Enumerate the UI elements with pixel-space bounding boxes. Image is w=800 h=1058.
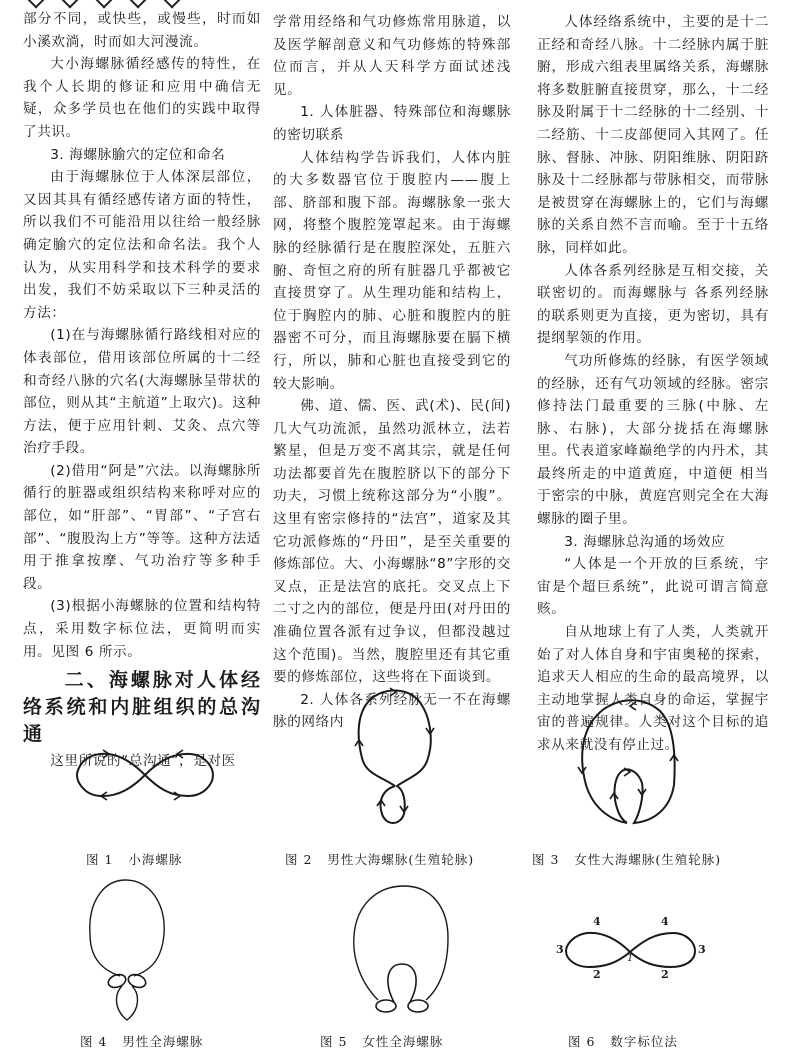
figure-6-numeric-position-method — [555, 915, 705, 985]
text-column-1 — [23, 8, 261, 773]
paragraph: 学常用经络和气功修炼常用脉道，以及医学解剖意义和气功修炼的特殊部位而言，并从人天科学方面试述浅见。 — [273, 14, 511, 98]
figure-3-female-great-conch-meridian — [574, 695, 684, 830]
paragraph: 人体结构学告诉我们，人体内脏的大多数器官位于腹腔内——腹上部、脐部和腹下部。海螺脉象一张大网，将整个腹腔笼罩起来。由于海螺脉的经脉循行是在腹腔深处，五脏六腑、奇恒之府的所有脏器几乎都被它直接贯穿了。从生理功能和结构上，位于胸腔内的肺、心脏和腹腔内的脏器密不可分，而且海螺脉要在膈下横行，所以，肺和心脏也直接受到它的较大影响。 — [273, 149, 511, 392]
figure-2-male-great-conch-meridian — [350, 684, 440, 834]
position-label-3-right: 3 — [698, 943, 706, 956]
paragraph: 自从地球上有了人类，人类就开始了对人体自身和宇宙奥秘的探索，追求天人相应的生命的最高境界，以主动地掌握人类自身的命运，掌握宇宙的普遍规律。人类对这个目标的追求从来就没有停止过。 — [537, 624, 769, 753]
figure-4-male-full-conch-meridian — [82, 874, 172, 1024]
figure-1-small-conch-meridian — [70, 740, 220, 810]
figure-6-caption: 图 6 数字标位法 — [568, 1034, 678, 1049]
figure-5-caption: 图 5 女性全海螺脉 — [320, 1034, 444, 1049]
position-label-1-center: 1 — [627, 953, 634, 964]
paragraph: 由于海螺脉位于人体深层部位，又因其具有循经感传诸方面的特性，所以我们不可能沿用以往给一般经脉确定腧穴的定位法和命名法。我个人认为，从实用科学和技术科学的要求出发，我们不妨采取以下三种灵活的方法： — [23, 169, 261, 321]
subheading: 1. 人体脏器、特殊部位和海螺脉的密切联系 — [273, 104, 511, 143]
subheading: 2. 人体各系列经脉无一不在海螺脉的网络内 — [273, 691, 511, 731]
position-label-2-right: 2 — [661, 968, 669, 981]
paragraph: 佛、道、儒、医、武(术)、民(间)几大气功流派，虽然功派林立，法若繁星，但是万变不离其宗，就是任何功法都要首先在腹腔脐以下的部分下功夫，习惯上统称这部分为“小腹”。这里有密宗修持的“法宫”，道家及其它功派修炼的“丹田”，是至关重要的修炼部位。大、小海螺脉“8”字形的交叉点，正是法宫的底托。交叉点上下二寸之内的部位，便是丹田(对丹田的准确位置各派有过争议，但都没越过这个范围)。当然，腹腔里还有其它重要的修炼部位，这些将在下面谈到。 — [273, 398, 511, 686]
section-heading: 二、海螺脉对人体经络系统和内脏组织的总沟通 — [23, 669, 261, 746]
paragraph: 人体各系列经脉是互相交接，关联密切的。而海螺脉与 各系列经脉的联系则更为直接，更为密切，具有提纲挈领的作用。 — [537, 262, 769, 347]
paragraph: (3)根据小海螺脉的位置和结构特点，采用数字标位法，更简明而实用。见图 6 所示。 — [23, 598, 261, 660]
position-label-3-left: 3 — [556, 943, 564, 956]
paragraph: 气功所修炼的经脉，有医学领域的经脉，还有气功领域的经脉。密宗修持法门最重要的三脉(中脉、左脉、右脉)，大部分拢括在海螺脉里。代表道家峰巅绝学的内丹术，其最终所走的中道黄庭，中道便 相当于密宗的中脉，黄庭宫则完全在大海螺脉的圈子里。 — [537, 352, 769, 528]
paragraph: (2)借用“阿是”穴法。以海螺脉所循行的脏器或组织结构来称呼对应的部位，如“肝部”、“胃部”、“子宫右部”、“腹股沟上方”等等。这种方法适用于推拿按摩、气功治疗等多种手段。 — [23, 462, 261, 592]
position-label-2-left: 2 — [593, 968, 601, 981]
paragraph: 人体经络系统中，主要的是十二正经和奇经八脉。十二经脉内属于脏腑，形成六组表里属络关系，海螺脉将多数脏腑直接贯穿，那么，十二经脉及附属于十二经脉的十二经别、十二经筋、十二皮部便同入其网了。任脉、督脉、冲脉、阴阳维脉、阴阳跻脉及十二经脉都与带脉相交，而带脉是被贯穿在海螺脉上的，它们与海螺脉的关系自然不言而喻。至于十五络脉，同样如此。 — [537, 14, 769, 256]
subheading: 3. 海螺脉腧穴的定位和命名 — [50, 146, 226, 163]
text-column-2 — [273, 11, 511, 734]
paragraph: “人体是一个开放的巨系统，宇宙是个超巨系统”，此说可谓言简意赅。 — [537, 556, 769, 618]
text-column-3 — [537, 11, 769, 757]
position-label-4-left: 4 — [593, 915, 601, 928]
subheading: 3. 海螺脉总沟通的场效应 — [564, 533, 726, 550]
figure-1-caption: 图 1 小海螺脉 — [86, 852, 183, 867]
position-label-4-right: 4 — [661, 915, 669, 928]
paragraph: (1)在与海螺脉循行路线相对应的体表部位，借用该部位所属的十二经和奇经八脉的穴名(大海螺脉呈带状的部位，则从其“主航道”上取穴)。这种方法，便于应用针刺、艾灸、点穴等治疗手段。 — [23, 327, 261, 457]
figure-5-female-full-conch-meridian — [348, 880, 458, 1015]
paragraph: 大小海螺脉循经感传的特性，在我个人长期的修证和应用中确信无疑，众多学员也在他们的实践中取得了共识。 — [23, 56, 261, 140]
figure-2-caption: 图 2 男性大海螺脉(生殖轮脉) — [285, 852, 475, 867]
paragraph: 这里所说的“总沟通”，是对医 — [50, 753, 236, 770]
paragraph: 部分不同，或快些，或慢些，时而如小溪欢淌，时而如大河漫流。 — [23, 11, 261, 50]
top-decoration — [30, 0, 178, 8]
figure-4-caption: 图 4 男性全海螺脉 — [80, 1034, 204, 1049]
figure-3-caption: 图 3 女性大海螺脉(生殖轮脉) — [532, 852, 722, 867]
